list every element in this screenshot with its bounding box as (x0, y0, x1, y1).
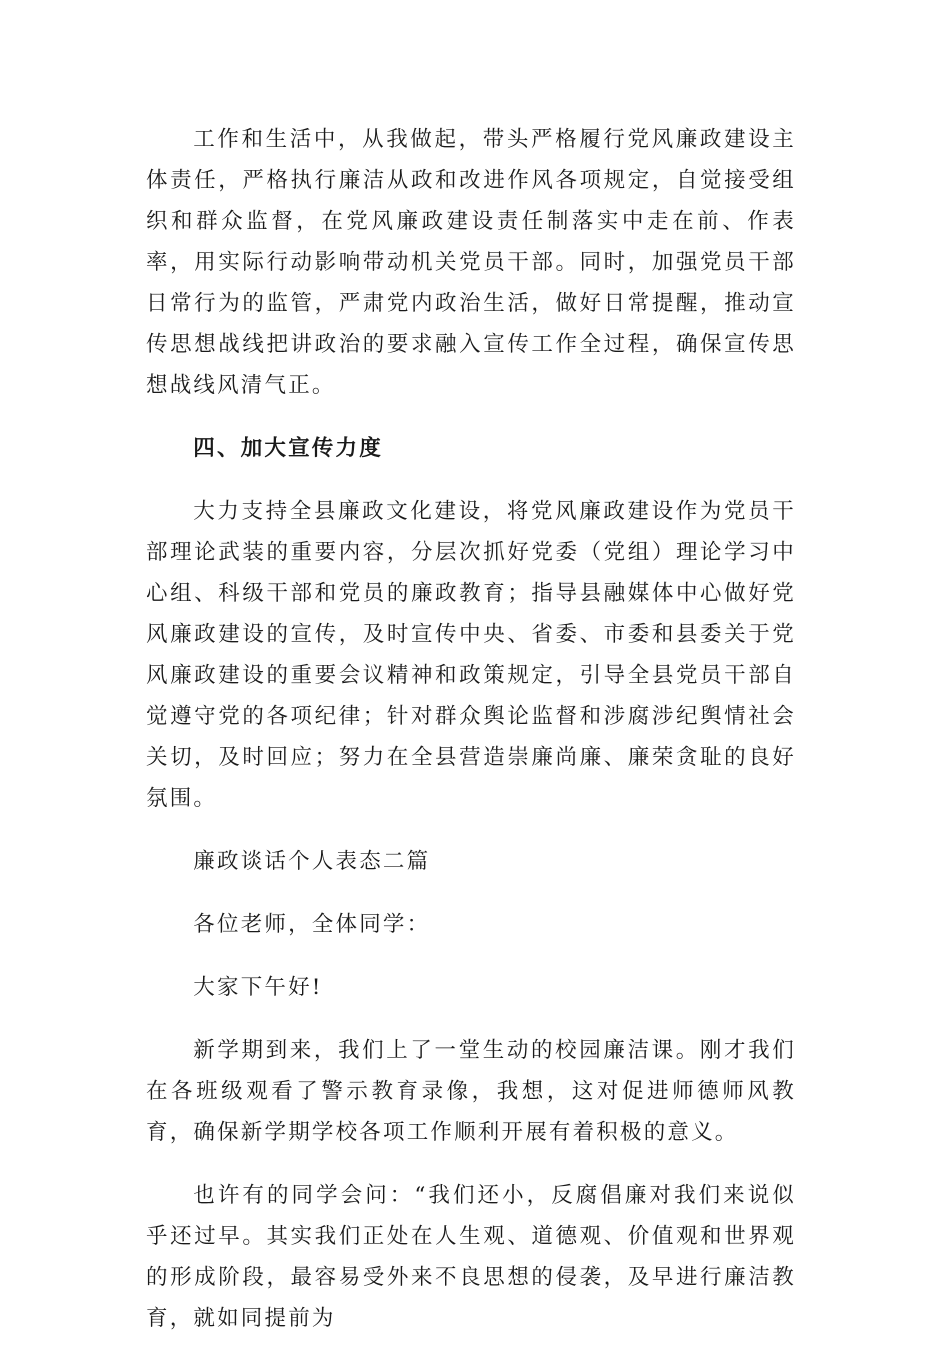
speech-salutation: 各位老师，全体同学： (193, 912, 431, 937)
paragraph-responsibility: 工作和生活中，从我做起，带头严格履行党风廉政建设主体责任，严格执行廉洁从政和改进作风各项规定，自觉接受组织和群众监督，在党风廉政建设责任制落实中走在前、作表率，用实际行动影响带动机关党员干部。同时，加强党员干部日常行为的监管，严肃党内政治生活，做好日常提醒，推动宣传思想战线把讲政治的要求融入宣传工作全过程，确保宣传思想战线风清气正。 (146, 127, 796, 398)
paragraph-student-question: 也许有的同学会问：“我们还小，反腐倡廉对我们来说似乎还过早。其实我们正处在人生观、道德观、价值观和世界观的形成阶段，最容易受外来不良思想的侵袭，及早进行廉洁教育，就如同提前为 (146, 1183, 796, 1331)
section-heading-propaganda: 四、加大宣传力度 (193, 436, 383, 461)
speech-greeting: 大家下午好! (193, 975, 323, 1000)
document-body (146, 119, 796, 1361)
speech-title: 廉政谈话个人表态二篇 (193, 849, 431, 874)
paragraph-propaganda: 大力支持全县廉政文化建设，将党风廉政建设作为党员干部理论武装的重要内容，分层次抓好党委（党组）理论学习中心组、科级干部和党员的廉政教育；指导县融媒体中心做好党风廉政建设的宣传，及时宣传中央、省委、市委和县委关于党风廉政建设的重要会议精神和政策规定，引导全县党员干部自觉遵守党的各项纪律；针对群众舆论监督和涉腐涉纪舆情社会关切，及时回应；努力在全县营造崇廉尚廉、廉荣贪耻的良好氛围。 (146, 499, 796, 811)
paragraph-new-semester: 新学期到来，我们上了一堂生动的校园廉洁课。刚才我们在各班级观看了警示教育录像，我想，这对促进师德师风教育，确保新学期学校各项工作顺利开展有着积极的意义。 (146, 1038, 796, 1145)
